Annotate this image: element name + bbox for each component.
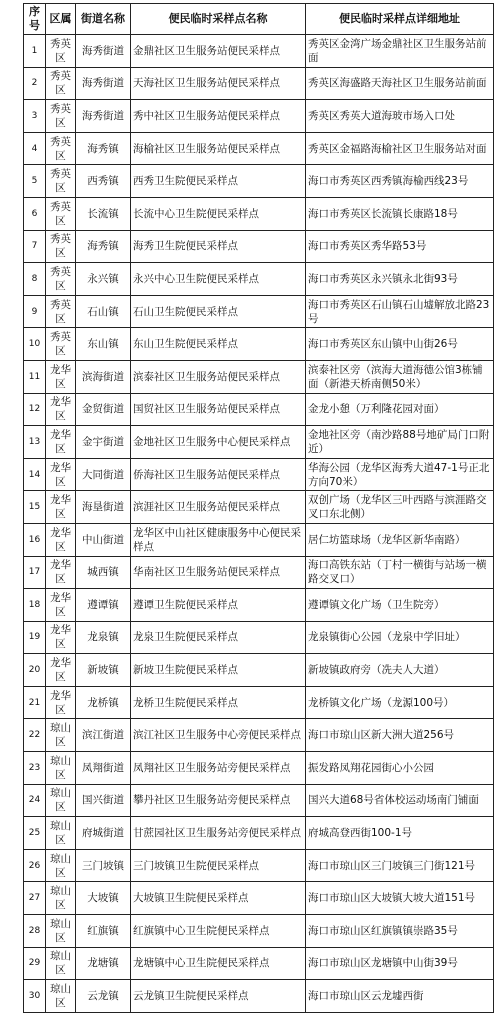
cell-street: 国兴街道 [76,784,131,817]
cell-index: 25 [24,817,46,850]
cell-district: 秀英区 [46,197,76,230]
cell-site-address: 龙桥镇文化广场（龙源100号） [306,686,494,719]
cell-district: 秀英区 [46,67,76,100]
header-street: 街道名称 [76,4,131,35]
cell-site-name: 滨涯社区卫生服务站便民采样点 [131,491,306,524]
cell-site-name: 滨泰社区卫生服务站便民采样点 [131,360,306,393]
sampling-points-table [23,3,494,1013]
table-row [24,784,494,817]
cell-district: 秀英区 [46,132,76,165]
cell-street: 西秀镇 [76,165,131,198]
cell-district: 龙华区 [46,589,76,622]
cell-site-address: 国兴大道68号省体校运动场南门铺面 [306,784,494,817]
table-row [24,491,494,524]
cell-site-name: 云龙镇卫生院便民采样点 [131,980,306,1013]
cell-site-address: 海口高铁东站（丁村一横街与站场一横路交叉口） [306,556,494,589]
cell-district: 龙华区 [46,458,76,491]
cell-index: 21 [24,686,46,719]
cell-index: 28 [24,915,46,948]
cell-site-name: 大坡镇卫生院便民采样点 [131,882,306,915]
table-row [24,752,494,785]
cell-site-address: 秀英区秀英大道海玻市场入口处 [306,100,494,133]
header-district: 区属 [46,4,76,35]
cell-street: 滨海街道 [76,360,131,393]
header-site-name: 便民临时采样点名称 [131,4,306,35]
cell-site-name: 石山卫生院便民采样点 [131,295,306,328]
cell-site-address: 海口市秀英区永兴镇永北街93号 [306,263,494,296]
cell-site-name: 海秀卫生院便民采样点 [131,230,306,263]
cell-street: 凤翔街道 [76,752,131,785]
cell-street: 遵谭镇 [76,589,131,622]
cell-site-address: 新坡镇政府旁（冼夫人大道） [306,654,494,687]
cell-street: 新坡镇 [76,654,131,687]
cell-street: 龙泉镇 [76,621,131,654]
cell-street: 滨江街道 [76,719,131,752]
cell-street: 大坡镇 [76,882,131,915]
cell-district: 龙华区 [46,491,76,524]
cell-street: 府城街道 [76,817,131,850]
cell-street: 海秀镇 [76,230,131,263]
cell-site-address: 海口市琼山区三门坡镇三门街121号 [306,849,494,882]
cell-site-name: 海榆社区卫生服务站便民采样点 [131,132,306,165]
cell-street: 海垦街道 [76,491,131,524]
cell-index: 23 [24,752,46,785]
cell-site-name: 凤翔社区卫生服务站旁便民采样点 [131,752,306,785]
table-row [24,621,494,654]
cell-site-address: 金龙小憩（万利隆花园对面） [306,393,494,426]
cell-district: 琼山区 [46,980,76,1013]
cell-district: 秀英区 [46,295,76,328]
cell-site-name: 秀中社区卫生服务站便民采样点 [131,100,306,133]
header-site-address: 便民临时采样点详细地址 [306,4,494,35]
cell-site-address: 海口市秀英区西秀镇海榆西线23号 [306,165,494,198]
table-row [24,393,494,426]
cell-index: 15 [24,491,46,524]
table-row [24,132,494,165]
cell-site-address: 金地社区旁（南沙路88号地矿局门口附近） [306,426,494,459]
cell-site-name: 龙华区中山社区健康服务中心便民采样点 [131,523,306,556]
cell-street: 海秀街道 [76,35,131,68]
cell-site-name: 龙塘镇中心卫生院便民采样点 [131,947,306,980]
cell-index: 7 [24,230,46,263]
cell-site-name: 金鼎社区卫生服务站便民采样点 [131,35,306,68]
table-row [24,947,494,980]
cell-index: 10 [24,328,46,361]
cell-site-address: 海口市秀英区石山镇石山墟解放北路23号 [306,295,494,328]
table-row [24,654,494,687]
cell-site-name: 华南社区卫生服务站便民采样点 [131,556,306,589]
table-row [24,328,494,361]
table-row [24,295,494,328]
cell-site-name: 侨海社区卫生服务站便民采样点 [131,458,306,491]
cell-street: 龙桥镇 [76,686,131,719]
cell-site-address: 滨泰社区旁（滨海大道海德公馆3栋铺面（新港天桥南侧50米） [306,360,494,393]
table-row [24,980,494,1013]
cell-site-address: 府城高登西街100-1号 [306,817,494,850]
table-row [24,100,494,133]
cell-street: 金贸街道 [76,393,131,426]
cell-site-name: 金地社区卫生服务中心便民采样点 [131,426,306,459]
cell-district: 秀英区 [46,328,76,361]
table-row [24,263,494,296]
cell-district: 秀英区 [46,230,76,263]
table-row [24,165,494,198]
cell-site-name: 新坡卫生院便民采样点 [131,654,306,687]
cell-district: 琼山区 [46,719,76,752]
cell-district: 龙华区 [46,393,76,426]
cell-index: 26 [24,849,46,882]
cell-site-address: 居仁坊篮球场（龙华区新华南路） [306,523,494,556]
cell-index: 6 [24,197,46,230]
cell-street: 海秀镇 [76,132,131,165]
table-row [24,458,494,491]
cell-site-name: 龙泉卫生院便民采样点 [131,621,306,654]
cell-index: 27 [24,882,46,915]
cell-site-address: 双创广场（龙华区三叶西路与滨涯路交叉口东北侧） [306,491,494,524]
table-row [24,360,494,393]
cell-site-name: 甘蔗园社区卫生服务站旁便民采样点 [131,817,306,850]
cell-district: 龙华区 [46,360,76,393]
table-header-row [24,4,494,35]
cell-site-address: 海口市琼山区新大洲大道256号 [306,719,494,752]
cell-district: 龙华区 [46,556,76,589]
cell-street: 长流镇 [76,197,131,230]
table-row [24,197,494,230]
cell-index: 14 [24,458,46,491]
cell-district: 秀英区 [46,100,76,133]
table-body [24,35,494,1013]
table-row [24,35,494,68]
cell-index: 2 [24,67,46,100]
cell-index: 17 [24,556,46,589]
cell-index: 29 [24,947,46,980]
cell-index: 8 [24,263,46,296]
cell-index: 19 [24,621,46,654]
table-row [24,719,494,752]
cell-street: 云龙镇 [76,980,131,1013]
cell-site-address: 龙泉镇街心公园（龙泉中学旧址） [306,621,494,654]
cell-street: 东山镇 [76,328,131,361]
cell-street: 龙塘镇 [76,947,131,980]
cell-site-name: 三门坡镇卫生院便民采样点 [131,849,306,882]
cell-index: 4 [24,132,46,165]
table-row [24,67,494,100]
table-row [24,686,494,719]
sampling-points-table-container [23,3,493,1013]
cell-index: 22 [24,719,46,752]
cell-district: 龙华区 [46,426,76,459]
cell-site-name: 永兴中心卫生院便民采样点 [131,263,306,296]
cell-index: 30 [24,980,46,1013]
cell-district: 琼山区 [46,947,76,980]
cell-index: 11 [24,360,46,393]
cell-district: 琼山区 [46,752,76,785]
cell-index: 1 [24,35,46,68]
cell-district: 秀英区 [46,35,76,68]
table-row [24,882,494,915]
cell-index: 13 [24,426,46,459]
cell-street: 红旗镇 [76,915,131,948]
cell-site-address: 秀英区金福路海榆社区卫生服务站对面 [306,132,494,165]
table-row [24,230,494,263]
cell-street: 城西镇 [76,556,131,589]
cell-site-address: 海口市琼山区大坡镇大坡大道151号 [306,882,494,915]
cell-site-name: 天海社区卫生服务站便民采样点 [131,67,306,100]
cell-site-name: 遵谭卫生院便民采样点 [131,589,306,622]
cell-district: 龙华区 [46,621,76,654]
cell-street: 中山街道 [76,523,131,556]
cell-site-name: 国贸社区卫生服务站便民采样点 [131,393,306,426]
cell-district: 龙华区 [46,686,76,719]
cell-district: 琼山区 [46,849,76,882]
cell-index: 20 [24,654,46,687]
table-row [24,589,494,622]
cell-site-name: 东山卫生院便民采样点 [131,328,306,361]
cell-street: 永兴镇 [76,263,131,296]
cell-site-address: 秀英区金湾广场金鼎社区卫生服务站前面 [306,35,494,68]
cell-district: 琼山区 [46,882,76,915]
table-row [24,817,494,850]
cell-index: 18 [24,589,46,622]
cell-index: 24 [24,784,46,817]
cell-street: 三门坡镇 [76,849,131,882]
cell-site-address: 海口市琼山区龙塘镇中山街39号 [306,947,494,980]
cell-district: 琼山区 [46,915,76,948]
table-row [24,426,494,459]
cell-index: 3 [24,100,46,133]
cell-street: 石山镇 [76,295,131,328]
cell-index: 12 [24,393,46,426]
cell-site-address: 海口市秀英区东山镇中山街26号 [306,328,494,361]
cell-district: 秀英区 [46,165,76,198]
cell-site-address: 华海公园（龙华区海秀大道47-1号正北方向70米） [306,458,494,491]
table-row [24,849,494,882]
cell-site-address: 海口市琼山区红旗镇镇崇路35号 [306,915,494,948]
cell-site-address: 海口市琼山区云龙墟西街 [306,980,494,1013]
cell-index: 9 [24,295,46,328]
table-row [24,915,494,948]
header-index: 序号 [24,4,46,35]
cell-site-name: 滨江社区卫生服务中心旁便民采样点 [131,719,306,752]
cell-street: 海秀街道 [76,100,131,133]
cell-site-address: 振发路凤翔花园街心小公园 [306,752,494,785]
cell-site-name: 攀丹社区卫生服务站旁便民采样点 [131,784,306,817]
cell-site-name: 长流中心卫生院便民采样点 [131,197,306,230]
cell-site-name: 红旗镇中心卫生院便民采样点 [131,915,306,948]
cell-district: 琼山区 [46,817,76,850]
cell-street: 海秀街道 [76,67,131,100]
cell-site-address: 遵谭镇文化广场（卫生院旁） [306,589,494,622]
cell-district: 琼山区 [46,784,76,817]
cell-district: 秀英区 [46,263,76,296]
table-row [24,556,494,589]
cell-district: 龙华区 [46,523,76,556]
cell-district: 龙华区 [46,654,76,687]
cell-site-name: 龙桥卫生院便民采样点 [131,686,306,719]
cell-street: 大同街道 [76,458,131,491]
cell-site-address: 海口市秀英区秀华路53号 [306,230,494,263]
cell-index: 16 [24,523,46,556]
cell-site-address: 海口市秀英区长流镇长康路18号 [306,197,494,230]
cell-site-name: 西秀卫生院便民采样点 [131,165,306,198]
table-row [24,523,494,556]
cell-street: 金宇街道 [76,426,131,459]
cell-site-address: 秀英区海盛路天海社区卫生服务站前面 [306,67,494,100]
cell-index: 5 [24,165,46,198]
